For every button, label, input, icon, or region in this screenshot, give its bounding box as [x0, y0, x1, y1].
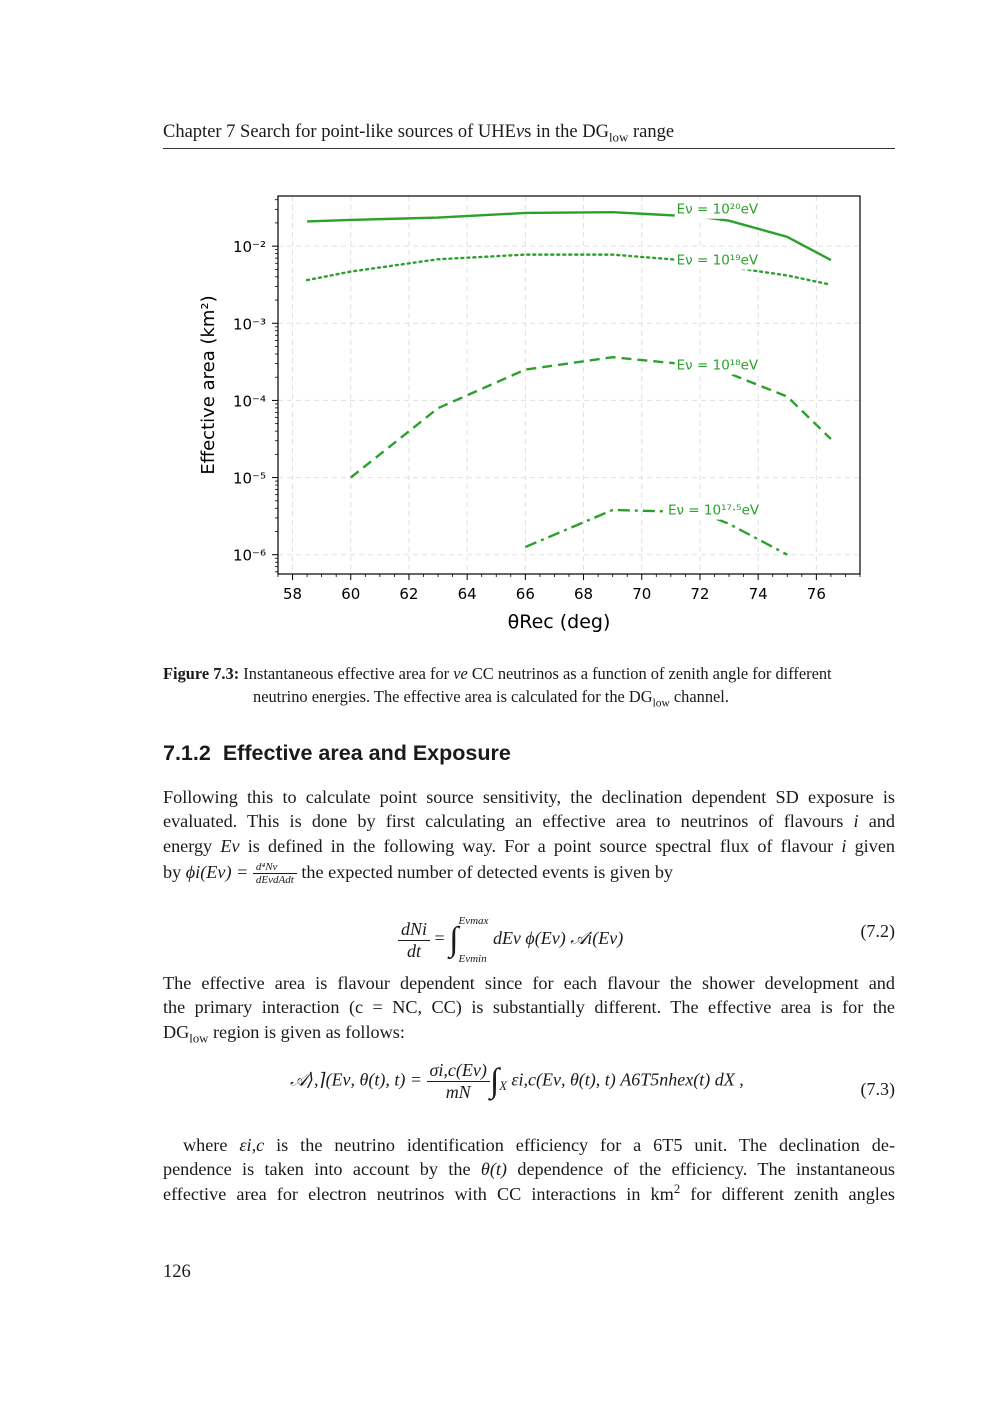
equation-number-7-2: (7.2)	[860, 921, 895, 941]
series-line-dashed	[351, 357, 831, 477]
section-heading: 7.1.2 Effective area and Exposure	[163, 741, 511, 765]
equation-number-7-3: (7.3)	[860, 1079, 895, 1099]
series-annotation: Eν = 10¹⁸eV	[676, 357, 759, 374]
equation-7-2: $\frac{\text{dNi}}{dt}$ = ∫ Eνmax Eνmin dEν ϕ(Eν) 𝒜i(Eν)	[398, 902, 623, 978]
y-axis-label: Effective area (km²)	[198, 295, 219, 475]
x-tick-label: 58	[283, 585, 303, 603]
paragraph-3: where εi,c is the neutrino identification efficiency for a 6T5 unit. The declination de- pendence is taken into account by the θ(t) dependence of the efficiency. The instantaneous effective area for electron neutrinos with CC interactions in $km^2$ for different zenith angles	[163, 1135, 896, 1204]
running-header: Chapter 7 Search for point-like sources of UHEνs in the $DG_{low}$ range	[163, 122, 895, 149]
page-number: 126	[163, 1262, 191, 1282]
y-tick-label: 10⁻⁵	[232, 469, 266, 488]
x-tick-label: 70	[632, 585, 652, 603]
series-annotation: Eν = 10¹⁹eV	[676, 252, 759, 269]
paragraph-2: The effective area is flavour dependent since for each flavour the shower development and the primary interaction (c = NC, CC) is substantially different. The effective area is for the $DG_{low}$ region is given as follows:	[163, 973, 895, 1046]
y-tick-label: 10⁻³	[232, 315, 266, 334]
x-tick-label: 64	[457, 585, 477, 603]
integral-sign: ∫	[489, 1062, 500, 1100]
plot-frame	[278, 196, 860, 574]
x-tick-label: 66	[515, 585, 535, 603]
paragraph-1: Following this to calculate point source sensitivity, the declination dependent SD exposure is evaluated. This is done by first calculating an effective area to neutrinos of flavours i and energy Eν is defined in the following way. For a point source spectral flux of flavour i given by ϕi(Eν) = $\frac{\text{d⁴Nν}}{\text{dEνdAdt}}$ the expected number of detected events is given by	[163, 787, 895, 887]
x-axis-label: θRec (deg)	[507, 611, 611, 633]
x-tick-label: 74	[748, 585, 768, 603]
x-tick-label: 62	[399, 585, 419, 603]
y-tick-label: 10⁻²	[232, 238, 266, 257]
series-annotation: Eν = 10¹⁷·⁵eV	[667, 502, 760, 519]
equation-7-3: 𝒜⟩,⌉(Eν, θ(t), t) = $\frac{\sigma i,c(E\nu)}{mN}$ $\int_X$ εi,c(Eν, θ(t), t) A6T5nhex(t) dX ,	[290, 1060, 744, 1102]
y-tick-label: 10⁻⁴	[232, 392, 266, 411]
x-tick-label: 76	[806, 585, 826, 603]
x-tick-label: 60	[341, 585, 361, 603]
flux-fraction: $\frac{\text{d⁴Nν}}{\text{dEνdAdt}}$	[253, 861, 297, 886]
y-tick-label: 10⁻⁶	[232, 546, 266, 565]
figure-caption: Figure 7.3: Instantaneous effective area for νe CC neutrinos as a function of zenith angle for different neutrino energies. The effective area is calculated for the $DG_{low}$ channel.	[163, 664, 832, 710]
effective-area-figure	[188, 186, 888, 636]
x-tick-label: 68	[574, 585, 594, 603]
x-tick-label: 72	[690, 585, 710, 603]
series-annotation: Eν = 10²⁰eV	[676, 201, 759, 218]
integral-sign: ∫	[449, 921, 459, 958]
effective-area-chart	[188, 186, 888, 636]
